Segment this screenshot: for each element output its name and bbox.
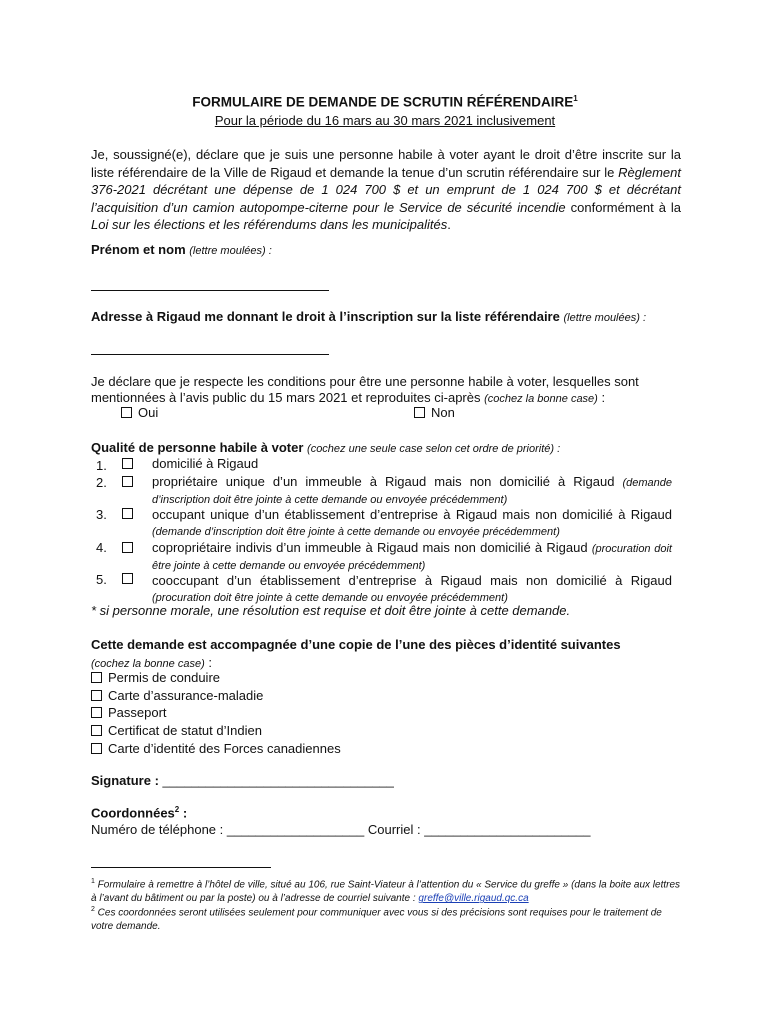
footnote-divider xyxy=(91,867,271,868)
id-option-forces[interactable]: Carte d’identité des Forces canadiennes xyxy=(91,741,341,756)
checkbox-assurance[interactable] xyxy=(91,690,102,701)
checkbox-non[interactable] xyxy=(414,407,425,418)
id-option-permis[interactable]: Permis de conduire xyxy=(91,670,220,685)
qualite-number: 5. xyxy=(96,572,107,587)
personne-morale-note: * si personne morale, une résolution est requise et doit être jointe à cette demande. xyxy=(91,603,571,618)
identity-hint: (cochez la bonne case) : xyxy=(91,655,212,670)
id-option-assurance[interactable]: Carte d’assurance-maladie xyxy=(91,688,263,703)
checkbox-forces[interactable] xyxy=(91,743,102,754)
declaration-text: Je déclare que je respecte les conditions pour être une personne habile à voter, lesquelles sont mentionnées à l’avis public du 15 mars 2021 et reproduites ci-après (cochez la bonne case) : xyxy=(91,374,639,405)
coordonnees-heading: Coordonnées$^2$ : xyxy=(91,805,188,821)
name-label: Prénom et nom (lettre moulées) : xyxy=(91,242,272,257)
checkbox-permis[interactable] xyxy=(91,672,102,683)
qualite-checkbox-2[interactable] xyxy=(122,474,139,492)
greffe-email-link[interactable]: greffe@ville.rigaud.qc.ca xyxy=(418,893,529,905)
qualite-checkbox-1[interactable] xyxy=(122,456,139,474)
id-option-certificat[interactable]: Certificat de statut d’Indien xyxy=(91,723,262,738)
option-oui[interactable]: Oui xyxy=(121,405,158,420)
qualite-number: 4. xyxy=(96,540,107,555)
qualite-number: 3. xyxy=(96,507,107,522)
qualite-item-2: propriétaire unique d’un immeuble à Rigaud mais non domicilié à Rigaud (demande d’inscription doit être jointe à cette demande ou envoyée précédemment) xyxy=(152,474,672,506)
qualite-item-3: occupant unique d’un établissement d’entreprise à Rigaud mais non domicilié à Rigaud (demande d’inscription doit être jointe à cette demande ou envoyée précédemment) xyxy=(152,507,672,538)
form-subtitle: Pour la période du 16 mars au 30 mars 2021 inclusivement xyxy=(214,113,556,128)
qualite-checkbox-3[interactable] xyxy=(122,506,139,524)
phone-input-line[interactable]: ___________________ xyxy=(223,822,368,837)
contact-fields xyxy=(91,822,591,837)
footnote-1: $^1$ Formulaire à remettre à l’hôtel de ville, situé au 106, rue Saint-Viateur à l’attention du « Service du greffe » (dans la boite aux lettres à l’avant du bâtiment ou par la poste) ou à l’adresse de courriel suivante : greffe@ville.rigaud.qc.ca xyxy=(91,878,681,905)
form-title: FORMULAIRE DE DEMANDE DE SCRUTIN RÉFÉRENDAIRE$^1$ xyxy=(192,94,578,110)
intro-paragraph: Je, soussigné(e), déclare que je suis une personne habile à voter ayant le droit d’être inscrite sur la liste référendaire de la Ville de Rigaud et demande la tenue d’un scrutin référendaire sur le Règlement 376-2021 décrétant une dépense de 1 024 700 $ et un emprunt de 1 024 700 $ et décrétant l’acquisition d’un camion autopompe-citerne pour le Service de sécurité incendie conformément à la Loi sur les élections et les référendums dans les municipalités. xyxy=(91,147,682,232)
name-input-line[interactable] xyxy=(91,276,329,291)
address-input-line[interactable] xyxy=(91,340,329,355)
qualite-item-4: copropriétaire indivis d’un immeuble à Rigaud mais non domicilié à Rigaud (procuration doit être jointe à cette demande ou envoyée précédemment) xyxy=(152,540,672,572)
signature-field[interactable]: Signature : ________________________________ xyxy=(91,773,394,788)
email-input-line[interactable]: _______________________ xyxy=(420,822,591,837)
option-non[interactable]: Non xyxy=(414,405,455,420)
qualite-item-1: domicilié à Rigaud xyxy=(152,456,259,471)
address-label: Adresse à Rigaud me donnant le droit à l’inscription sur la liste référendaire (lettre moulées) : xyxy=(91,309,647,324)
qualite-item-5: cooccupant d’un établissement d’entreprise à Rigaud mais non domicilié à Rigaud (procuration doit être jointe à cette demande ou envoyée précédemment) xyxy=(152,573,672,604)
email-label: Courriel : xyxy=(367,822,421,837)
checkbox-oui[interactable] xyxy=(121,407,132,418)
qualite-checkbox-4[interactable] xyxy=(122,540,139,558)
checkbox-certificat[interactable] xyxy=(91,725,102,736)
id-option-passeport[interactable]: Passeport xyxy=(91,705,167,720)
qualite-number: 2. xyxy=(96,475,107,490)
footnote-ref-2: 2 xyxy=(174,805,180,814)
footnote-ref-1: 1 xyxy=(573,94,578,103)
qualite-heading: Qualité de personne habile à voter (cochez une seule case selon cet ordre de priorité) : xyxy=(91,440,561,455)
phone-label: Numéro de téléphone : xyxy=(91,822,224,837)
footnote-2: $^2$ Ces coordonnées seront utilisées seulement pour communiquer avec vous si des précisions sont requises pour le traitement de votre demande. xyxy=(91,906,662,933)
qualite-number: 1. xyxy=(96,458,107,473)
qualite-checkbox-5[interactable] xyxy=(122,571,139,589)
identity-heading: Cette demande est accompagnée d’une copie de l’une des pièces d’identité suivantes xyxy=(91,637,621,652)
checkbox-passeport[interactable] xyxy=(91,707,102,718)
